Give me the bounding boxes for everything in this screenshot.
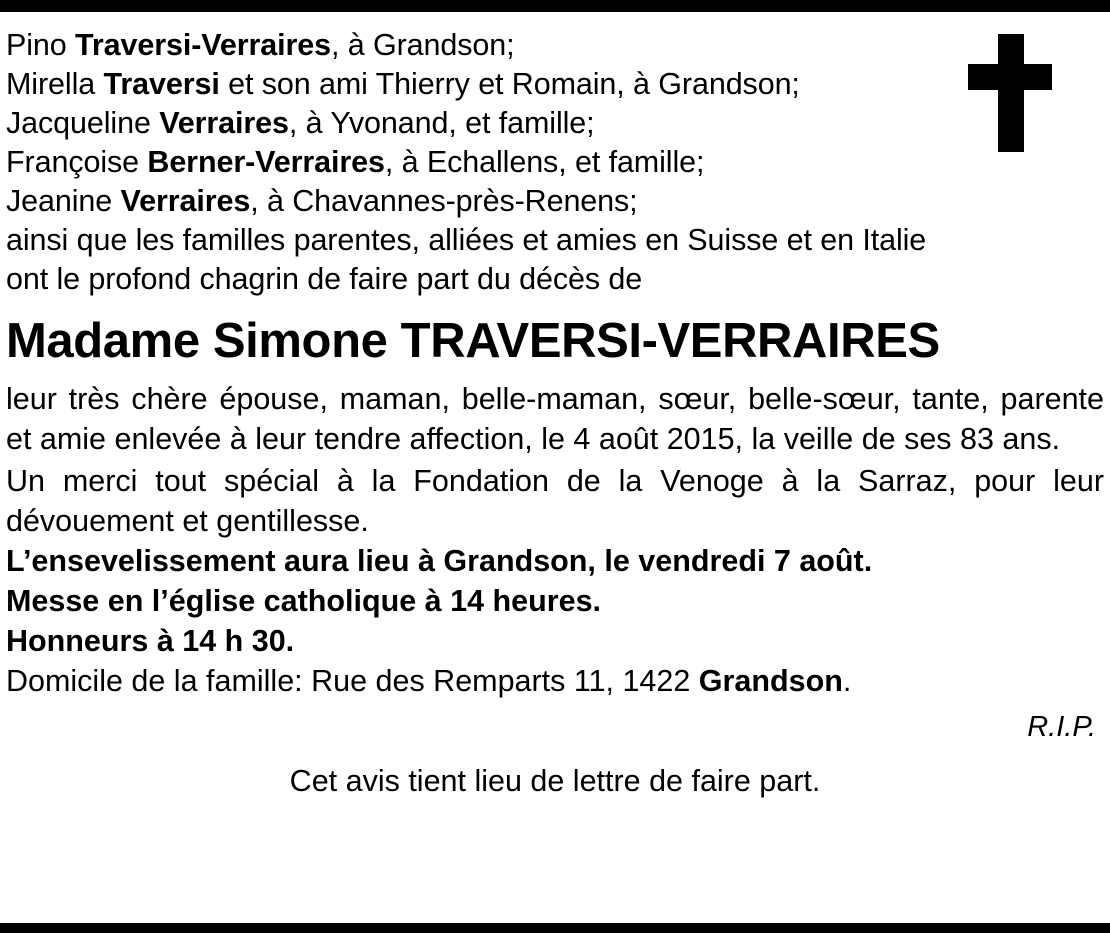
family-line-prefix: Jacqueline [6,106,160,140]
eulogy-block [6,379,1104,459]
family-line-surname: Berner-Verraires [147,145,385,179]
thanks-block [6,461,1104,541]
family-line-suffix: , à Echallens, et famille; [384,145,705,179]
family-line [6,26,1104,65]
honours-info: Honneurs à 14 h 30. [6,624,295,658]
family-line [6,182,1104,221]
eulogy-text: leur très chère épouse, maman, belle-maman, sœur, belle-sœur, tante, parente et amie enlevée à leur tendre affection, le 4 août 2015, la veille de ses 83 ans. [6,382,1104,456]
address-city: Grandson [698,664,843,698]
family-line [6,143,1104,182]
family-line-suffix: , à Grandson; [331,28,515,62]
announcement-line: ont le profond chagrin de faire part du décès de [6,262,643,296]
family-line-surname: Verraires [159,106,289,140]
family-line-prefix: Jeanine [6,184,121,218]
family-line-surname: Traversi [103,67,220,101]
closing-note: Cet avis tient lieu de lettre de faire part. [289,764,821,798]
thanks-text: Un merci tout spécial à la Fondation de la Venoge à la Sarraz, pour leur dévouement et gentillesse. [6,464,1104,538]
family-line-surname: Traversi-Verraires [75,28,331,62]
deceased-name: Madame Simone TRAVERSI-VERRAIRES [6,314,940,368]
address-prefix: Domicile de la famille: Rue des Remparts 11, 1422 [6,664,699,698]
family-line [6,104,1104,143]
family-line-prefix: Pino [6,28,76,62]
family-line-suffix: , à Yvonand, et famille; [288,106,595,140]
rip-text: R.I.P. [1027,711,1096,743]
address-suffix: . [842,664,852,698]
top-rule [0,0,1110,12]
extended-family-line: ainsi que les familles parentes, alliées et amies en Suisse et en Italie [6,223,927,257]
mass-info: Messe en l’église catholique à 14 heures. [6,584,602,618]
family-address [6,661,1104,701]
bottom-rule [0,923,1110,933]
notice-content [0,12,1110,801]
family-line [6,65,1104,104]
family-line-prefix: Mirella [6,67,104,101]
burial-info: L’ensevelissement aura lieu à Grandson, le vendredi 7 août. [6,544,873,578]
family-line-prefix: Françoise [6,145,148,179]
family-list [6,26,1104,299]
family-line-suffix: , à Chavannes-près-Renens; [250,184,638,218]
family-line-suffix: et son ami Thierry et Romain, à Grandson; [219,67,800,101]
family-line-surname: Verraires [120,184,251,218]
